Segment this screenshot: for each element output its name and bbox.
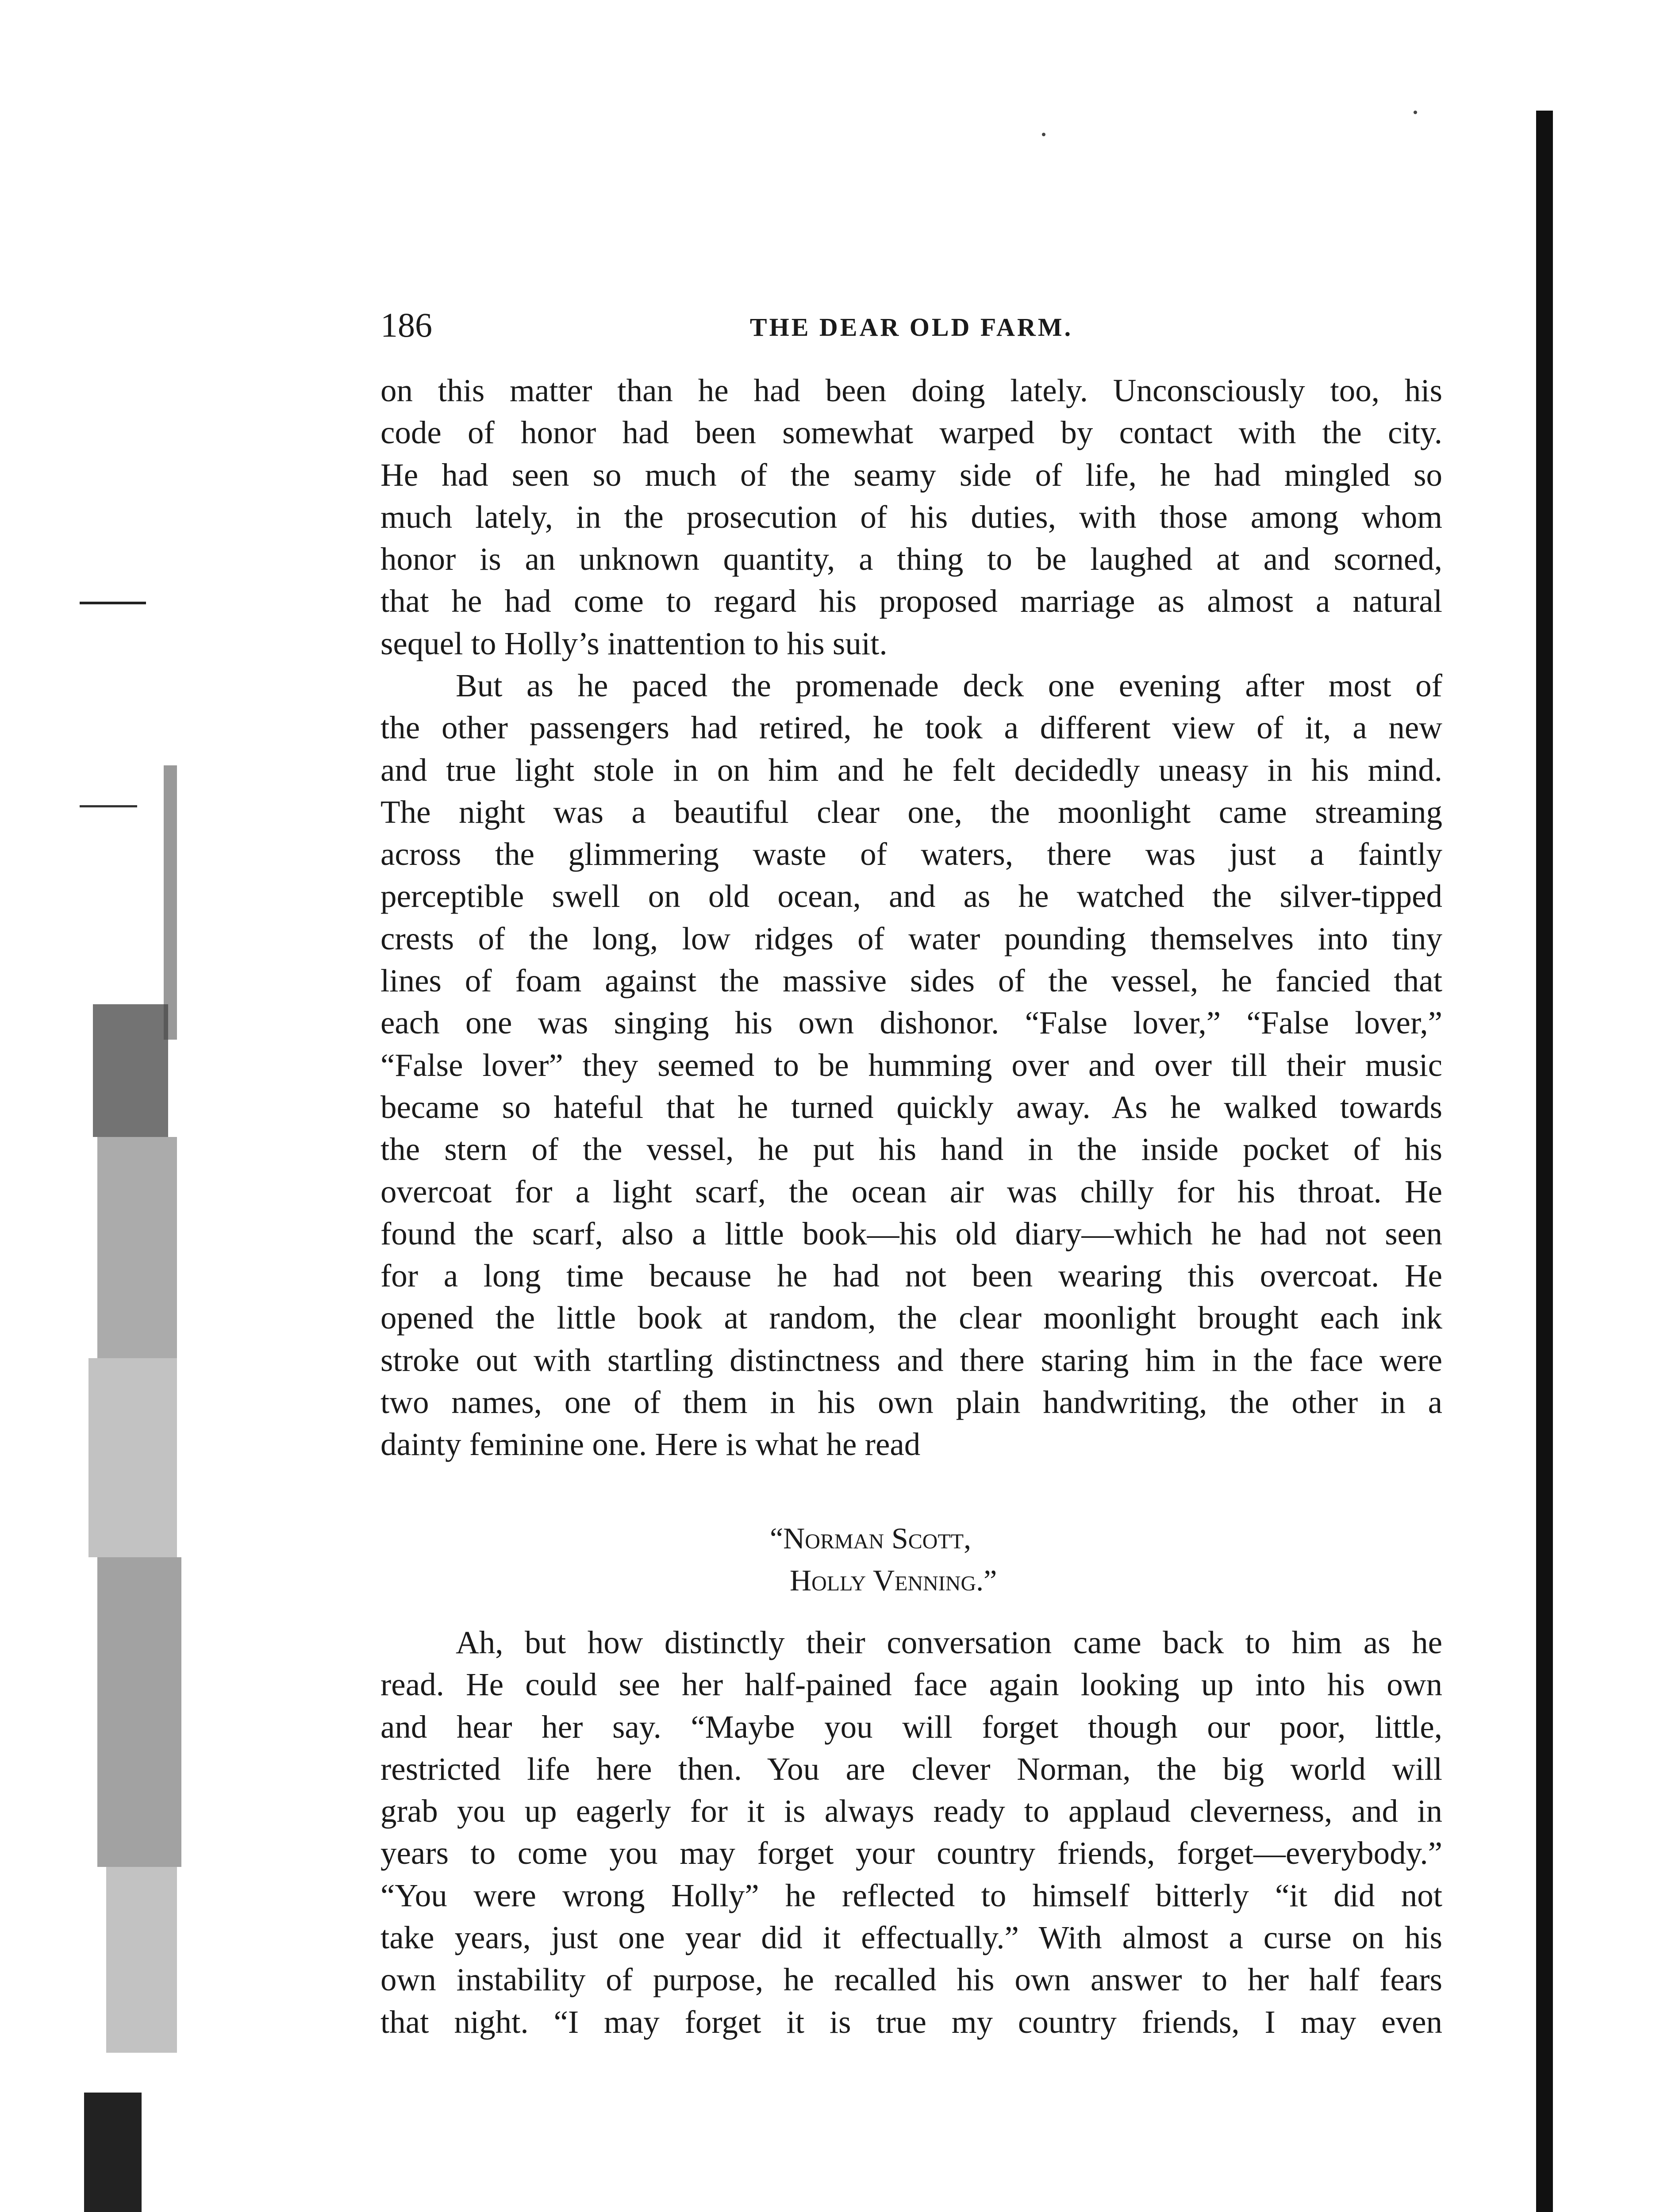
scan-edge-artifact	[80, 597, 186, 2212]
text-line: grab you up eagerly for it is always ready to applaud cleverness, and in	[380, 1793, 1442, 1829]
text-line: crests of the long, low ridges of water pounding themselves into tiny	[380, 920, 1442, 956]
text-line: sequel to Holly’s inattention to his suit.	[380, 625, 888, 661]
text-line: became so hateful that he turned quickly away. As he walked towards	[380, 1089, 1442, 1125]
text-line: on this matter than he had been doing lately. Unconsciously too, his	[380, 373, 1442, 408]
text-line: the other passengers had retired, he took a different view of it, a new	[380, 710, 1442, 746]
dust-speck	[1414, 111, 1417, 114]
text-line: and hear her say. “Maybe you will forget though our poor, little,	[380, 1709, 1442, 1745]
text-line: read. He could see her half-pained face again looking up into his own	[380, 1667, 1442, 1703]
text-line: lines of foam against the massive sides of the vessel, he fancied that	[380, 963, 1442, 999]
text-line: The night was a beautiful clear one, the moonlight came streaming	[380, 794, 1442, 830]
paragraph-2	[380, 664, 1442, 1466]
text-line: “You were wrong Holly” he reflected to himself bitterly “it did not	[380, 1877, 1442, 1913]
text-line: overcoat for a light scarf, the ocean air was chilly for his throat. He	[380, 1173, 1442, 1210]
paragraph-1	[380, 369, 1442, 664]
text-line: years to come you may forget your country friends, forget—everybody.”	[380, 1835, 1442, 1871]
text-line: honor is an unknown quantity, a thing to be laughed at and scorned,	[380, 541, 1442, 577]
text-line: for a long time because he had not been wearing this overcoat. He	[380, 1258, 1442, 1294]
text-line: restricted life here then. You are clever Norman, the big world will	[380, 1751, 1442, 1787]
page-header	[380, 305, 1442, 354]
text-line: opened the little book at random, the clear moonlight brought each ink	[380, 1300, 1442, 1336]
text-line: and true light stole in on him and he felt decidedly uneasy in his mind.	[380, 752, 1442, 788]
text-line: perceptible swell on old ocean, and as he watched the silver-tipped	[380, 878, 1442, 914]
text-line: across the glimmering waste of waters, there was just a faintly	[380, 836, 1442, 872]
text-line: that he had come to regard his proposed marriage as almost a natural	[380, 583, 1442, 619]
text-line: stroke out with startling distinctness and there staring him in the face were	[380, 1342, 1442, 1378]
text-line: But as he paced the promenade deck one evening after most of	[456, 668, 1442, 703]
page-number: 186	[380, 306, 432, 344]
text-line: found the scarf, also a little book—his old diary—which he had not seen	[380, 1215, 1442, 1252]
paragraph-3	[380, 1621, 1442, 2043]
text-line: much lately, in the prosecution of his duties, with those among whom	[380, 499, 1442, 535]
text-line: each one was singing his own dishonor. “False lover,” “False lover,”	[380, 1005, 1442, 1041]
name-line-holly: Holly Venning.”	[790, 1563, 997, 1597]
text-line: take years, just one year did it effectually.” With almost a curse on his	[380, 1920, 1442, 1956]
text-line: “False lover” they seemed to be humming over and over till their music	[380, 1047, 1442, 1083]
text-line: dainty feminine one. Here is what he read	[380, 1426, 921, 1463]
text-line: the stern of the vessel, he put his hand in the inside pocket of his	[380, 1131, 1442, 1167]
name-line-norman: “Norman Scott,	[770, 1521, 972, 1555]
dust-speck	[1042, 133, 1045, 136]
text-line: that night. “I may forget it is true my country friends, I may even	[380, 2004, 1442, 2040]
text-line: own instability of purpose, he recalled his own answer to her half fears	[380, 1962, 1442, 1998]
running-title: THE DEAR OLD FARM.	[749, 313, 1073, 342]
text-line: two names, one of them in his own plain handwriting, the other in a	[380, 1384, 1442, 1421]
scan-edge-bar	[1536, 111, 1553, 2212]
text-line: code of honor had been somewhat warped by contact with the city.	[380, 415, 1442, 451]
text-line: He had seen so much of the seamy side of life, he had mingled so	[380, 457, 1442, 493]
text-line: Ah, but how distinctly their conversation came back to him as he	[456, 1624, 1442, 1660]
